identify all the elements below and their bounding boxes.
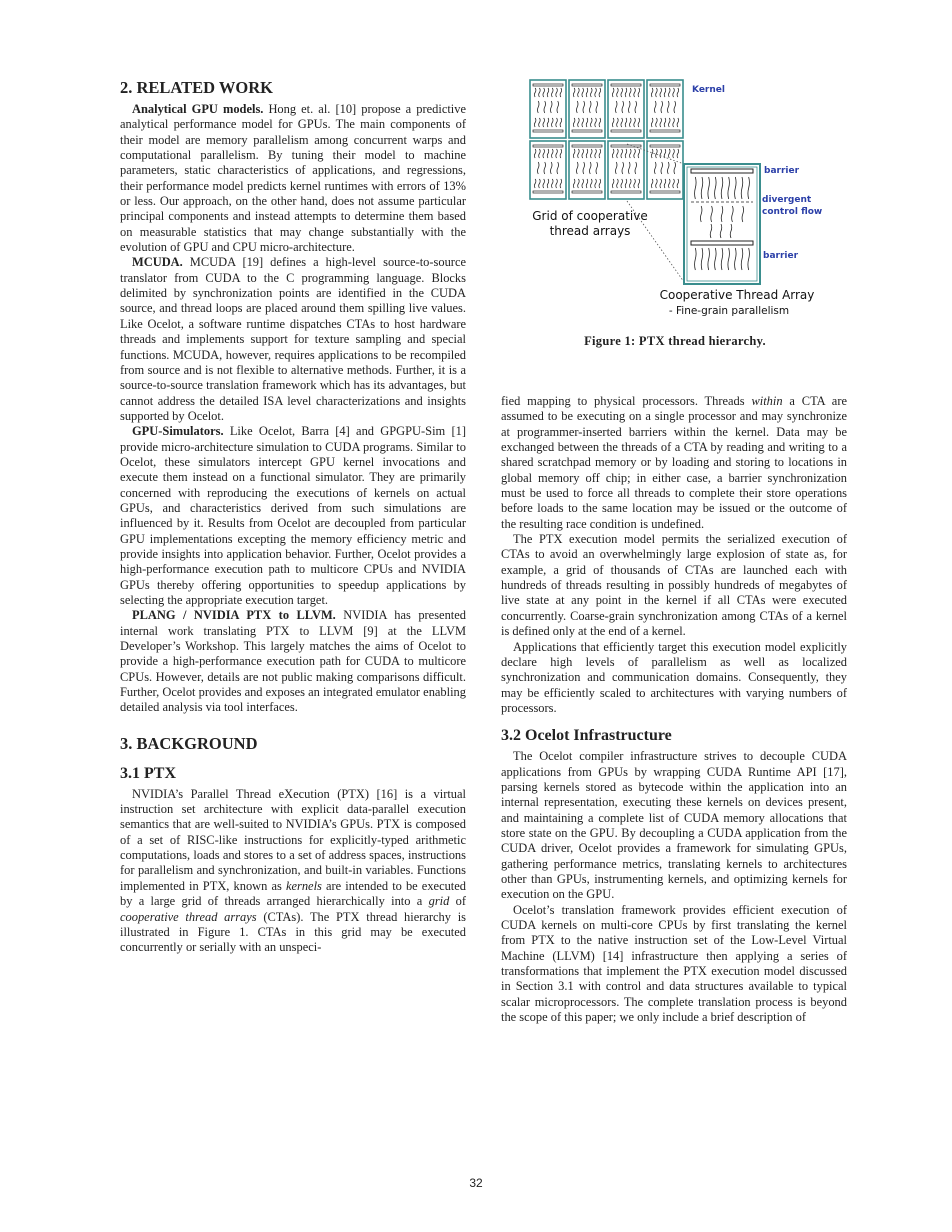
thread-line	[544, 162, 546, 174]
mini-barrier	[611, 130, 641, 132]
thread-line	[664, 118, 666, 127]
thread-line	[674, 101, 676, 113]
thread-line	[748, 248, 750, 270]
thread-line	[721, 206, 723, 222]
thread-line	[556, 118, 558, 127]
thread-line	[582, 118, 584, 127]
mini-barrier	[572, 145, 602, 147]
thread-line	[621, 88, 623, 97]
thread-line	[557, 162, 559, 174]
barrier-bar-top	[691, 169, 753, 173]
thread-line	[586, 149, 588, 158]
thread-line	[573, 88, 575, 97]
thread-line	[721, 177, 723, 199]
thread-line	[612, 88, 614, 97]
mini-barrier	[572, 191, 602, 193]
emphasis-text: grid	[428, 894, 450, 909]
thread-line	[661, 162, 663, 174]
thread-line	[660, 149, 662, 158]
thread-line	[582, 88, 584, 97]
thread-line	[552, 118, 554, 127]
mini-barrier	[572, 130, 602, 132]
paragraph-ocelot-compiler: The Ocelot compiler infrastructure strives to decouple CUDA applications from GPUs by wrapping CUDA Runtime API [17], parsing kernels stored as bytecode within the application into an internal representation, executing these kernels on devices present, and maintaining a complete list of CUDA memory allocations that store state on the GPU. By decoupling a CUDA application from the CUDA driver, Ocelot provides a framework for simulating GPUs, gathering performance metrics, translating kernels to architectures other than GPUs, instrumenting kernels, and optimizing kernels for execution on the GPU.	[501, 749, 847, 902]
thread-line	[634, 88, 636, 97]
barrier-label-top: barrier	[764, 166, 800, 176]
barrier-bar-bottom	[691, 241, 753, 245]
paragraph-analytical-gpu-models	[120, 102, 466, 255]
thread-line	[748, 177, 750, 199]
subsection-heading-ocelot: 3.2 Ocelot Infrastructure	[501, 727, 672, 745]
thread-line	[552, 149, 554, 158]
thread-line	[617, 179, 619, 188]
thread-line	[735, 248, 737, 270]
paragraph-text: (CTAs). The PTX thread hierarchy is illustrated in Figure 1. CTAs in this grid may be executed concurrently or serially with an unspeci-	[120, 909, 466, 955]
paragraph-text: fied mapping to physical processors. Threads	[501, 394, 752, 408]
thread-line	[630, 179, 632, 188]
thread-line	[677, 179, 679, 188]
thread-hierarchy-diagram	[510, 78, 850, 328]
cta-label: Cooperative Thread Array	[659, 288, 815, 302]
thread-line	[629, 162, 631, 174]
thread-line	[677, 118, 679, 127]
thread-line	[669, 179, 671, 188]
divergent-label: divergent	[762, 195, 812, 205]
run-in-heading: PLANG / NVIDIA PTX to LLVM.	[132, 608, 336, 623]
thread-line	[634, 149, 636, 158]
mini-barrier	[650, 145, 680, 147]
thread-line	[591, 149, 593, 158]
thread-line	[695, 177, 697, 199]
thread-line	[621, 118, 623, 127]
thread-line	[595, 149, 597, 158]
thread-line	[634, 179, 636, 188]
thread-line	[668, 162, 670, 174]
thread-line	[635, 162, 637, 174]
thread-line	[539, 88, 541, 97]
thread-line	[673, 179, 675, 188]
emphasis-text: kernels	[285, 878, 322, 893]
thread-line	[552, 179, 554, 188]
paragraph-plang	[120, 608, 466, 715]
page-number: 32	[469, 1176, 483, 1190]
mini-barrier	[650, 84, 680, 86]
thread-line	[742, 206, 744, 222]
thread-line	[664, 149, 666, 158]
run-in-heading: Analytical GPU models.	[132, 102, 264, 116]
thread-line	[732, 206, 734, 222]
barrier-label-bottom: barrier	[763, 251, 799, 261]
thread-line	[560, 179, 562, 188]
thread-line	[664, 179, 666, 188]
thread-line	[560, 149, 562, 158]
paragraph-applications: Applications that efficiently target this execution model explicitly declare high levels of parallelism as well as localized synchronization and communication domains. Consequently, they may be efficiently scaled to architectures with varying numbers of processors.	[501, 639, 847, 715]
thread-line	[612, 179, 614, 188]
thread-line	[543, 118, 545, 127]
thread-line	[625, 149, 627, 158]
thread-line	[730, 224, 732, 238]
thread-line	[656, 149, 658, 158]
thread-line	[630, 149, 632, 158]
thread-line	[625, 179, 627, 188]
paragraph-text: Hong et. al. [10] propose a predictive analytical performance model for GPUs. The main components of their model are memory parallelism among concurrent warps and computational parallelism. By tuning their model to machine parameters, static characteristics of applications, and regressions, their performance model predicts kernel runtimes with errors of 13% or less. Our approach, on the other hand, does not assume particular principal components and instead attempts to determine them based on measurable statistics that may change substantially with the evolution of GPU and CPU micro-architecture.	[120, 102, 466, 255]
thread-line	[560, 118, 562, 127]
grid-label-line1: Grid of cooperative	[532, 209, 648, 223]
thread-line	[625, 88, 627, 97]
thread-line	[582, 179, 584, 188]
thread-line	[534, 118, 536, 127]
thread-line	[578, 88, 580, 97]
thread-line	[544, 101, 546, 113]
paragraph-text: NVIDIA has presented internal work translating PTX to LLVM [9] at the LLVM Developer’s Workshop. This largely matches the aims of Ocelot to provide a high-performance execution path for CUDA to multicore CPUs. However, details are not public making comparisons difficult. Further, Ocelot provides and exposes an integrated emulator enabling detailed analysis via tool interfaces.	[120, 608, 466, 715]
thread-line	[557, 101, 559, 113]
thread-line	[669, 118, 671, 127]
left-column	[120, 78, 466, 956]
thread-line	[577, 162, 579, 174]
thread-line	[621, 179, 623, 188]
mini-barrier	[650, 191, 680, 193]
thread-line	[616, 162, 618, 174]
thread-line	[656, 118, 658, 127]
run-in-heading: MCUDA.	[132, 255, 183, 270]
thread-line	[728, 177, 730, 199]
thread-line	[715, 177, 717, 199]
run-in-heading: GPU-Simulators.	[132, 424, 224, 439]
thread-line	[596, 162, 598, 174]
thread-line	[617, 118, 619, 127]
thread-line	[560, 88, 562, 97]
cta-enlarged-inner	[687, 167, 757, 281]
thread-line	[622, 101, 624, 113]
thread-line	[695, 248, 697, 270]
thread-line	[582, 149, 584, 158]
thread-line	[534, 179, 536, 188]
thread-line	[741, 177, 743, 199]
thread-line	[638, 118, 640, 127]
thread-line	[720, 224, 722, 238]
thread-line	[669, 88, 671, 97]
fine-grain-label: - Fine-grain parallelism	[668, 305, 790, 317]
thread-line	[711, 206, 713, 222]
thread-line	[638, 88, 640, 97]
thread-line	[656, 179, 658, 188]
thread-line	[578, 118, 580, 127]
thread-line	[661, 101, 663, 113]
thread-line	[715, 248, 717, 270]
thread-line	[534, 88, 536, 97]
thread-line	[599, 149, 601, 158]
thread-line	[577, 101, 579, 113]
paragraph-text: a CTA are assumed to be executing on a single processor and may synchronize at programmer-inserted barriers within the kernel. Data may be exchanged between the threads of a CTA by reading and writing to a shared scratchpad memory or by loading and storing to locations in global memory off chip; in either case, a barrier synchronization must be used to force all threads to complete their store operations before loads to the same location may be issued or the outcome of the resulting race condition is undefined.	[501, 394, 847, 531]
cta-enlarged-frame	[684, 164, 760, 284]
thread-line	[708, 177, 710, 199]
thread-line	[547, 149, 549, 158]
thread-line	[612, 149, 614, 158]
thread-line	[538, 101, 540, 113]
mini-barrier	[533, 145, 563, 147]
thread-line	[543, 88, 545, 97]
mini-barrier	[572, 84, 602, 86]
thread-line	[674, 162, 676, 174]
thread-line	[556, 149, 558, 158]
thread-line	[556, 179, 558, 188]
thread-line	[539, 149, 541, 158]
paragraph-cta-mapping	[501, 394, 847, 532]
thread-line	[638, 179, 640, 188]
paragraph-ptx	[120, 787, 466, 956]
thread-line	[651, 118, 653, 127]
emphasis-text: within	[751, 394, 783, 408]
thread-line	[578, 149, 580, 158]
section-heading-related-work: 2. RELATED WORK	[120, 78, 273, 97]
cta-grid	[530, 80, 683, 199]
mini-barrier	[611, 145, 641, 147]
thread-line	[573, 118, 575, 127]
paragraph-gpu-simulators	[120, 424, 466, 608]
paragraph-text: MCUDA [19] defines a high-level source-to-source translator from CUDA to the C programming language. Blocks delimited by synchronization points are identified in the CUDA source, and thread loops are placed around them spilling live values. Like Ocelot, a software runtime dispatches CTAs to host hardware threads and implements support for texture sampling and special functions. MCUDA, however, requires applications to be recompiled from source and is not flexible to alternative methods. Further, it is a source-to-source translation framework which has its advantages, but cannot address the detailed ISA level characterizations and insights supported by Ocelot.	[120, 255, 466, 423]
thread-line	[721, 248, 723, 270]
section-heading-background: 3. BACKGROUND	[120, 733, 258, 753]
thread-line	[673, 88, 675, 97]
thread-line	[630, 88, 632, 97]
thread-line	[573, 149, 575, 158]
thread-line	[617, 88, 619, 97]
thread-line	[735, 177, 737, 199]
thread-line	[664, 88, 666, 97]
control-flow-label: control flow	[762, 207, 823, 217]
thread-line	[599, 118, 601, 127]
thread-line	[543, 149, 545, 158]
figure-caption: Figure 1: PTX thread hierarchy.	[584, 334, 766, 348]
thread-line	[741, 248, 743, 270]
right-column	[501, 394, 847, 1025]
thread-line	[612, 118, 614, 127]
thread-line	[591, 179, 593, 188]
thread-line	[622, 162, 624, 174]
thread-line	[547, 88, 549, 97]
thread-line	[596, 101, 598, 113]
thread-line	[634, 118, 636, 127]
thread-line	[673, 118, 675, 127]
paragraph-text: of	[449, 894, 466, 909]
thread-line	[552, 88, 554, 97]
thread-line	[556, 88, 558, 97]
paragraph-text: are intended to be executed by a large grid of threads arranged hierarchically into a	[120, 878, 466, 909]
mini-barrier	[533, 130, 563, 132]
paragraph-text: Like Ocelot, Barra [4] and GPGPU-Sim [1] provide micro-architecture simulation to CUDA programs. Similar to Ocelot, these simulators intercept GPU kernel invocations and execute them instead on a functional simulator. They are primarily concerned with reproducing the executions of kernels on actual GPUs, and characteristics derived from such simulations are influenced by it. Results from Ocelot are decoupled from particular GPU implementations excepting the memory efficiency metric and provide insights into application behavior. Further, Ocelot provides a high-performance execution path to multicore CPUs and NVIDIA GPUs thereby offering opportunities to speedup applications by selecting the appropriate execution target.	[120, 424, 466, 607]
mini-barrier	[611, 84, 641, 86]
figure-ptx-thread-hierarchy	[510, 78, 850, 378]
mini-barrier	[533, 191, 563, 193]
thread-line	[660, 118, 662, 127]
thread-line	[551, 162, 553, 174]
thread-line	[583, 101, 585, 113]
thread-line	[591, 88, 593, 97]
thread-line	[635, 101, 637, 113]
thread-line	[543, 179, 545, 188]
thread-line	[677, 88, 679, 97]
thread-line	[599, 179, 601, 188]
paragraph-ocelot-translation: Ocelot’s translation framework provides efficient execution of CUDA kernels on multi-core CPUs by first translating the kernel from PTX to the native instruction set of the Low-Level Virtual Machine (LLVM) [14] infrastructure then applying a series of transformations that implement the PTX execution model discussed in Section 3.1 with control and data structures available to typical scalar microprocessors. The complete translation process is beyond the scope of this paper; we only include a brief description of	[501, 902, 847, 1025]
thread-line	[547, 118, 549, 127]
grid-label-line2: thread arrays	[549, 224, 631, 238]
thread-line	[551, 101, 553, 113]
thread-line	[586, 88, 588, 97]
kernel-label: Kernel	[692, 85, 725, 95]
thread-line	[625, 118, 627, 127]
thread-line	[586, 179, 588, 188]
thread-line	[655, 101, 657, 113]
mini-barrier	[611, 191, 641, 193]
thread-line	[629, 101, 631, 113]
thread-line	[710, 224, 712, 238]
thread-line	[534, 149, 536, 158]
thread-line	[630, 118, 632, 127]
cta-threads	[695, 177, 750, 270]
thread-line	[595, 88, 597, 97]
mini-barrier	[533, 84, 563, 86]
thread-line	[669, 149, 671, 158]
thread-line	[617, 149, 619, 158]
thread-line	[621, 149, 623, 158]
thread-line	[590, 101, 592, 113]
thread-line	[590, 162, 592, 174]
paragraph-text: NVIDIA’s Parallel Thread eXecution (PTX) [16] is a virtual instruction set architecture with explicit data-parallel execution semantics that are well-suited to NVIDIA’s GPUs. PTX is composed of a set of RISC-like instructions for explicitly-typed arithmetic computations, loads and stores to a set of address spaces, instructions for parallelism and synchronization, and built-in variables. Functions implemented in PTX, known as	[120, 786, 466, 893]
thread-line	[583, 162, 585, 174]
thread-line	[673, 149, 675, 158]
thread-line	[651, 149, 653, 158]
thread-line	[656, 88, 658, 97]
paragraph-execution-model: The PTX execution model permits the serialized execution of CTAs to avoid an overwhelmingly large explosion of state as, for example, a grid of thousands of CTAs are launched each with hundreds of threads resulting in possibly hundreds of megabytes of live state at any point in the kernel if all CTAs were executed concurrently. Coarse-grain synchronization among CTAs of a kernel is defined only at the end of a kernel.	[501, 532, 847, 639]
thread-line	[728, 248, 730, 270]
thread-line	[595, 118, 597, 127]
thread-line	[660, 88, 662, 97]
emphasis-text: cooperative thread arrays	[120, 909, 257, 924]
thread-line	[655, 162, 657, 174]
thread-line	[539, 118, 541, 127]
thread-line	[651, 88, 653, 97]
thread-line	[599, 88, 601, 97]
thread-line	[651, 179, 653, 188]
thread-line	[573, 179, 575, 188]
thread-line	[701, 248, 703, 270]
thread-line	[708, 248, 710, 270]
subsection-heading-ptx: 3.1 PTX	[120, 764, 176, 782]
thread-line	[668, 101, 670, 113]
paragraph-mcuda	[120, 255, 466, 424]
thread-line	[638, 149, 640, 158]
thread-line	[538, 162, 540, 174]
thread-line	[547, 179, 549, 188]
thread-line	[660, 179, 662, 188]
thread-line	[701, 177, 703, 199]
thread-line	[677, 149, 679, 158]
thread-line	[578, 179, 580, 188]
thread-line	[586, 118, 588, 127]
thread-line	[595, 179, 597, 188]
thread-line	[616, 101, 618, 113]
mini-barrier	[650, 130, 680, 132]
thread-line	[700, 206, 702, 222]
thread-line	[539, 179, 541, 188]
thread-line	[591, 118, 593, 127]
